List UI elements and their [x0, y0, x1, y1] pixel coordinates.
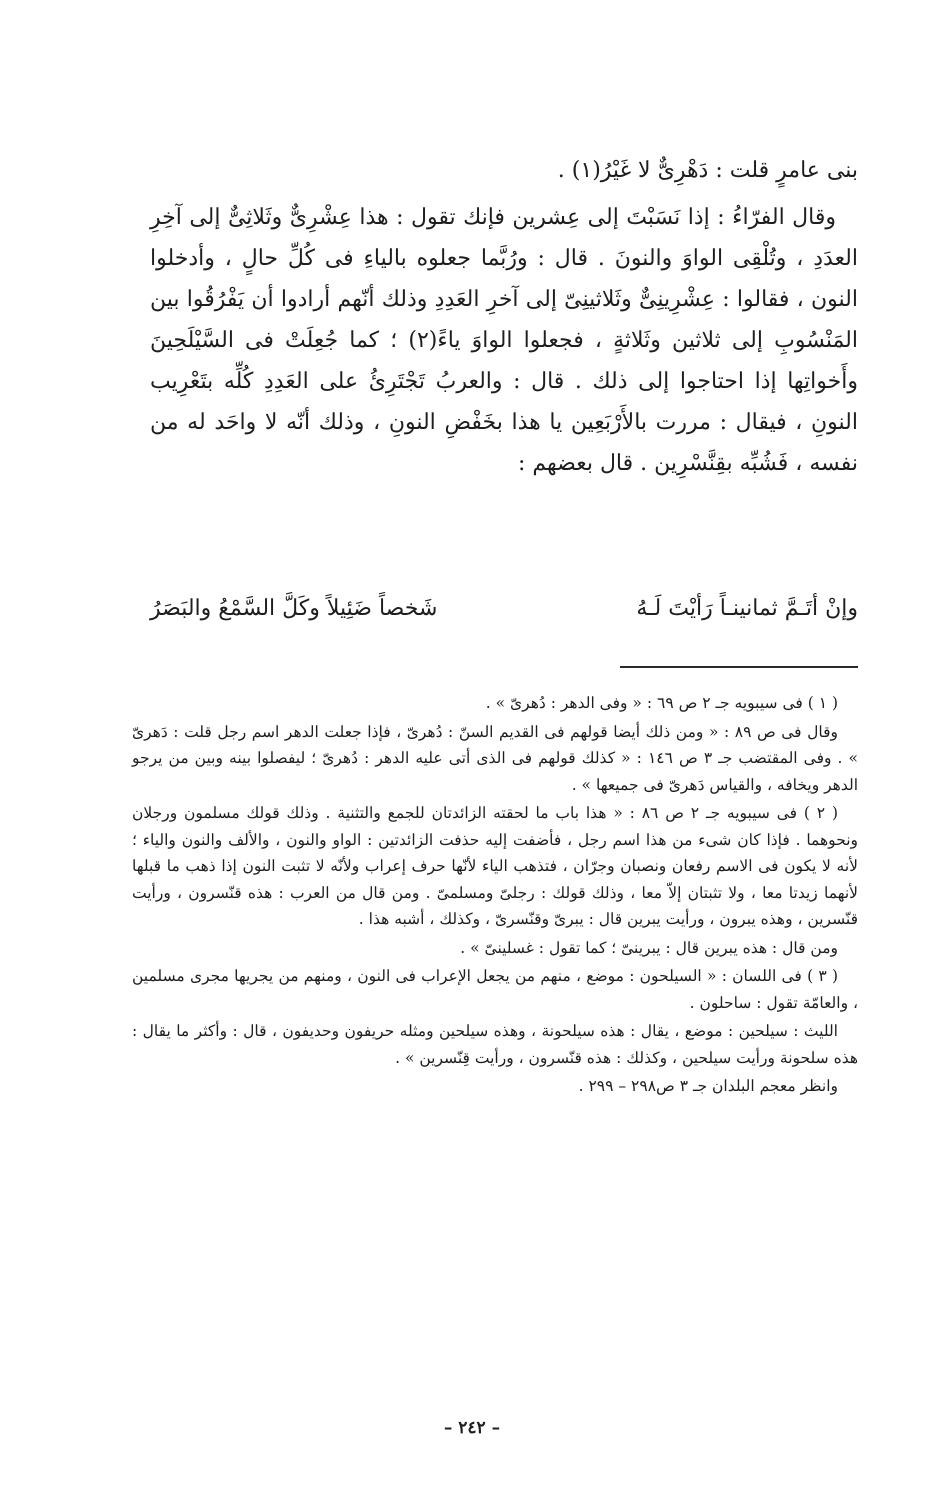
opening-line: بنى عامرٍ قلت : دَهْرِىٌّ لا غَيْرُ(١) .	[557, 158, 858, 183]
verse-first-hemistich: وإنْ أتَـمَّ ثمانينـاً رَأيْتَ لَـهُ	[636, 596, 858, 621]
verse-second-hemistich: شَخصاً ضَئِيلاً وكَلَّ السَّمْعُ والبَصَرُ	[150, 596, 438, 621]
main-text	[150, 150, 858, 484]
poetry-verse	[150, 587, 858, 631]
footnote-3-reference: وانظر معجم البلدان جـ ٣ ص٢٩٨ – ٢٩٩ .	[578, 1077, 838, 1095]
footnotes	[132, 690, 858, 1102]
footnote-3-continued: الليث : سيلحين : موضع ، يقال : هذه سيلحونة ، وهذه سيلحين ومثله حريفون وحديفون ، قال : وأكثر ما يقال : هذه سلحونة ورأيت سيلحين ، وكذلك : هذه قنّسرون ، ورأيت قِنّسرين » .	[132, 1022, 858, 1067]
footnote-2-continued: ومن قال : هذه يبرين قال : يبرينىّ ؛ كما تقول : غسلينىّ » .	[460, 938, 838, 957]
footnote-1-continued: وقال فى ص ٨٩ : « ومن ذلك أيضا قولهم فى القديم السنّ : دُهرىّ ، فإذا جعلت الدهر اسم رجل قلت : دَهرىّ » . وفى المقتضب جـ ٣ ص ١٤٦ : « كذلك قولهم فى الذى أتى عليه الدهر : دُهرىّ ؛ ليفصلوا بينه وبين من يرجو الدهر ويخافه ، والقياس دَهرىّ فى جميعها » .	[132, 722, 859, 794]
footnote-3: ( ٣ ) فى اللسان : « السيلحون : موضع ، منهم من يجعل الإعراب فى النون ، ومنهم من يجريها مجرى مسلمين ، والعامّة تقول : ساحلون .	[132, 967, 858, 1012]
footnote-separator	[620, 666, 858, 668]
footnote-1: ( ١ ) فى سيبويه جـ ٢ ص ٦٩ : « وفى الدهر : دُهرىّ » .	[485, 694, 838, 712]
main-paragraph: وقال الفرّاءُ : إذا نَسَبْتَ إلى عِشرين فإنك تقول : هذا عِشْرِىٌّ وثَلاثِىٌّ إلى آخِرِ العدَدِ ، وتُلْقِى الواوَ والنونَ . قال : ورُبَّما جعلوه بالياءِ فى كُلِّ حالٍ ، وأدخلوا النون ، فقالوا : عِشْرِينِىٌّ وثَلاثينِىّ إلى آخرِ العَدِدِ وذلك أنّهم أرادوا أن يَفْرُقُوا بين المَنْسُوبِ إلى ثلاثين وثَلاثةٍ ، فجعلوا الواوَ ياءً(٢) ؛ كما جُعِلَتْ فى السَّيْلَحِينَ وأَخواتِها إذا احتاجوا إلى ذلك . قال : والعربُ تَجْتَرِئُ على العَدِدِ كُلِّه بتَعْرِيب النونِ ، فيقال : مررت بالأَرْبَعِين يا هذا بخَفْضِ النونِ ، وذلك أنّه لا واحَد له من نفسه ، فَشُبِّه بقِنَّسْرِين . قال بعضهم :	[150, 205, 858, 476]
page-number: – ٢٤٢ –	[443, 1418, 501, 1438]
footnote-2: ( ٢ ) فى سيبويه جـ ٢ ص ٨٦ : « هذا باب ما لحقته الزائدتان للجمع والتثنية . وذلك قولك مسلمون ورجلان ونحوهما . فإذا كان شىء من هذا اسم رجل ، فأضفت إليه حذفت الزائدتين : الواو والنون ، والألف والنون والياء ؛ لأنه لا يكون فى الاسم رفعان ونصبان وجرّان ، فتذهب الياء لأنّها حرف إعراب ولأنّه لا تثبت النون إذا ذهب ما قبلها لأنهما زيدتا معا ، ولا تثبتان إلاّ معا ، وذلك قولك : رجلىّ ومسلمىّ . ومن قال من العرب : هذه قنّسرون ، ورأيت قنّسرين ، وهذه يبرون ، ورأيت يبرين قال : يبرىّ وقنّسرىّ ، وكذلك ، أشبه هذا .	[132, 804, 858, 928]
